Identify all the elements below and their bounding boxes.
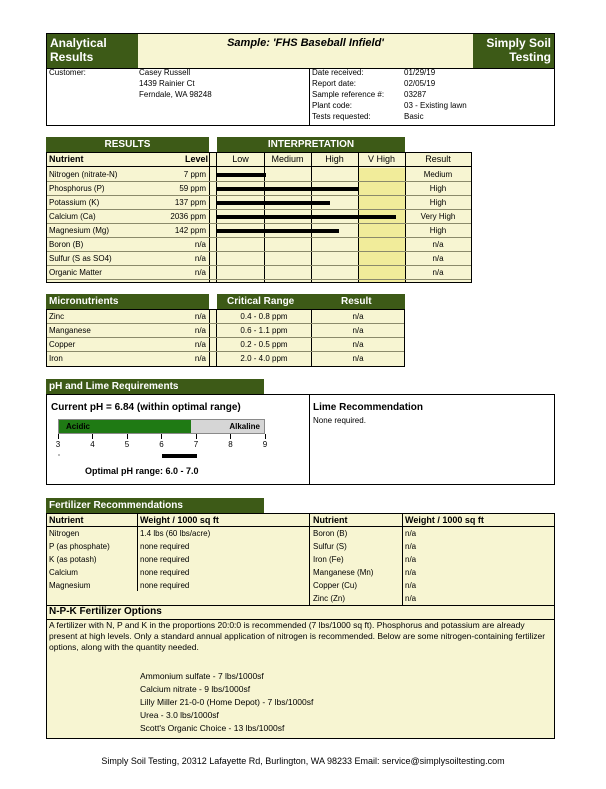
nutrient-level: 137 ppm xyxy=(174,198,206,207)
ph-tick-label: 7 xyxy=(193,440,199,449)
fert-nutrient: Zinc (Zn) xyxy=(313,594,345,603)
optimal-ph-range: Optimal pH range: 6.0 - 7.0 xyxy=(85,466,199,476)
nutrient-level: n/a xyxy=(194,240,206,249)
fert-left-row xyxy=(47,553,309,566)
ph-tick xyxy=(127,434,128,439)
ph-divider xyxy=(309,395,310,484)
fert-nutrient: Boron (B) xyxy=(313,529,348,538)
nutrient-result: n/a xyxy=(432,240,444,249)
micro-result: n/a xyxy=(352,354,364,363)
fertilizer-option: Lilly Miller 21-0-0 (Home Depot) - 7 lbs/1000sf xyxy=(140,697,314,707)
info-divider xyxy=(309,68,310,125)
lime-title: Lime Recommendation xyxy=(313,402,424,413)
micro-range: 0.4 - 0.8 ppm xyxy=(240,312,288,321)
fertilizer-option: Scott's Organic Choice - 13 lbs/1000sf xyxy=(140,723,285,733)
micro-name: Iron xyxy=(49,354,63,363)
nutrient-result: Very High xyxy=(420,212,456,221)
fert-weight: none required xyxy=(140,581,190,590)
fert-weight: n/a xyxy=(405,568,417,577)
interpretation-title: INTERPRETATION xyxy=(217,137,405,152)
micro-name: Zinc xyxy=(49,312,65,321)
fert-left-row xyxy=(47,527,309,540)
col-nutrient-header: Nutrient xyxy=(49,154,84,164)
report-field-list xyxy=(312,68,552,123)
ph-small-mark xyxy=(58,454,60,456)
col-high-header: High xyxy=(325,154,344,164)
customer-label: Customer: xyxy=(49,68,86,77)
nutrient-name: Phosphorus (P) xyxy=(49,184,105,193)
ph-tick-label: 5 xyxy=(124,440,130,449)
report-field-value: 03 - Existing lawn xyxy=(404,101,467,110)
fert-col-nutrient-right: Nutrient xyxy=(313,515,348,525)
ph-tick xyxy=(265,434,266,439)
report-field-label: Date received: xyxy=(312,68,364,77)
fert-right-row xyxy=(310,540,554,553)
report-field-label: Tests requested: xyxy=(312,112,371,121)
fertilizer-box xyxy=(46,513,555,739)
fertilizer-title: Fertilizer Recommendations xyxy=(46,498,264,513)
ph-tick-label: 3 xyxy=(55,440,61,449)
col-level-header: Level xyxy=(184,154,208,164)
micro-result-label: Result xyxy=(341,296,372,307)
fert-right-row xyxy=(310,592,554,605)
micro-row xyxy=(47,352,404,366)
fert-weight: 1.4 lbs (60 lbs/acre) xyxy=(140,529,211,538)
fert-nutrient: Copper (Cu) xyxy=(313,581,358,590)
report-field-label: Plant code: xyxy=(312,101,353,110)
ph-tick xyxy=(196,434,197,439)
fert-nutrient: Magnesium xyxy=(49,581,91,590)
ph-tick xyxy=(230,434,231,439)
results-row xyxy=(47,168,471,182)
col-medium-header: Medium xyxy=(271,154,304,164)
ph-scale-bar xyxy=(58,419,265,434)
nutrient-name: Potassium (K) xyxy=(49,198,100,207)
nutrient-level: 59 ppm xyxy=(179,184,206,193)
nutrient-level: 7 ppm xyxy=(183,170,206,179)
level-bar xyxy=(217,229,339,233)
col-low-header: Low xyxy=(232,154,249,164)
micronutrients-title: Micronutrients xyxy=(46,294,209,309)
fert-nutrient: P (as phosphate) xyxy=(49,542,110,551)
micro-row xyxy=(47,338,404,352)
header-right-block xyxy=(473,34,554,68)
customer-info xyxy=(46,68,555,126)
ph-tick xyxy=(58,434,59,439)
fert-weight: n/a xyxy=(405,581,417,590)
results-row xyxy=(47,196,471,210)
ph-alkaline-label: Alkaline xyxy=(229,422,260,431)
ph-tick-label: 4 xyxy=(90,440,95,449)
nutrient-result: High xyxy=(429,226,447,235)
nutrient-level: 2036 ppm xyxy=(170,212,206,221)
fert-weight: none required xyxy=(140,542,190,551)
customer-address-1: 1439 Rainier Ct xyxy=(139,79,195,88)
micro-range: 0.6 - 1.1 ppm xyxy=(240,326,288,335)
fert-weight: none required xyxy=(140,555,190,564)
level-bar xyxy=(217,215,396,219)
fertilizer-option: Urea - 3.0 lbs/1000sf xyxy=(140,710,219,720)
results-header-row xyxy=(47,153,471,167)
micro-level: n/a xyxy=(194,354,206,363)
level-bar xyxy=(217,201,330,205)
fert-nutrient: Nitrogen xyxy=(49,529,80,538)
nutrient-result: n/a xyxy=(432,254,444,263)
micro-row xyxy=(47,310,404,324)
results-row xyxy=(47,266,471,280)
micro-name: Manganese xyxy=(49,326,91,335)
results-title: RESULTS xyxy=(46,137,209,152)
results-row xyxy=(47,224,471,238)
fertilizer-option: Ammonium sulfate - 7 lbs/1000sf xyxy=(140,671,264,681)
report-field xyxy=(312,101,552,112)
nutrient-result: Medium xyxy=(423,170,453,179)
report-field xyxy=(312,112,552,123)
header-sample-block xyxy=(138,34,473,68)
fert-weight: n/a xyxy=(405,555,417,564)
micro-row xyxy=(47,324,404,338)
fert-col-nutrient-left: Nutrient xyxy=(49,515,84,525)
micro-result: n/a xyxy=(352,340,364,349)
micro-range: 0.2 - 0.5 ppm xyxy=(240,340,288,349)
nutrient-result: High xyxy=(429,198,447,207)
fert-col-weight-left: Weight / 1000 sq ft xyxy=(140,515,219,525)
micro-result: n/a xyxy=(352,326,364,335)
sample-title: Sample: 'FHS Baseball Infield' xyxy=(227,37,384,49)
footer: Simply Soil Testing, 20312 Lafayette Rd, Burlington, WA 98233 Email: service@simplysoiltesting.com xyxy=(101,756,505,766)
nutrient-name: Boron (B) xyxy=(49,240,84,249)
micronutrients-table xyxy=(46,309,405,367)
ph-box xyxy=(46,394,555,485)
ph-acidic-label: Acidic xyxy=(66,422,91,431)
brand-line2: Testing xyxy=(509,50,551,64)
fert-nutrient: Manganese (Mn) xyxy=(313,568,374,577)
fert-right-row xyxy=(310,553,554,566)
fert-right-row xyxy=(310,527,554,540)
report-field-label: Sample reference #: xyxy=(312,90,385,99)
critical-range-title xyxy=(217,294,405,309)
results-table xyxy=(46,152,472,283)
lime-text: None required. xyxy=(313,416,366,425)
fert-nutrient: Iron (Fe) xyxy=(313,555,344,564)
fert-nutrient: K (as potash) xyxy=(49,555,97,564)
col-result-header: Result xyxy=(425,154,451,164)
header-title-line1: Analytical xyxy=(50,36,107,50)
report-field xyxy=(312,90,552,101)
nutrient-name: Calcium (Ca) xyxy=(49,212,96,221)
fert-nutrient: Calcium xyxy=(49,568,78,577)
results-row xyxy=(47,238,471,252)
ph-tick-label: 9 xyxy=(262,440,268,449)
micro-level: n/a xyxy=(194,340,206,349)
nutrient-level: 142 ppm xyxy=(174,226,206,235)
report-field-value: 02/05/19 xyxy=(404,79,436,88)
micro-range: 2.0 - 4.0 ppm xyxy=(240,354,288,363)
results-row xyxy=(47,182,471,196)
nutrient-name: Organic Matter xyxy=(49,268,102,277)
report-field xyxy=(312,79,552,90)
results-row xyxy=(47,210,471,224)
optimal-range-bar xyxy=(162,454,197,458)
fert-left-row xyxy=(47,540,309,553)
fertilizer-option: Calcium nitrate - 9 lbs/1000sf xyxy=(140,684,251,694)
report-field xyxy=(312,68,552,79)
nutrient-level: n/a xyxy=(194,268,206,277)
header-left-block xyxy=(47,34,138,68)
micro-name: Copper xyxy=(49,340,76,349)
customer-name: Casey Russell xyxy=(139,68,191,77)
npk-title: N-P-K Fertilizer Options xyxy=(49,606,162,617)
fert-right-row xyxy=(310,566,554,579)
critical-range-label: Critical Range xyxy=(227,296,295,307)
nutrient-result: High xyxy=(429,184,447,193)
level-bar xyxy=(217,173,266,177)
col-vhigh-header: V High xyxy=(367,154,395,164)
level-bar xyxy=(217,187,358,191)
fert-left-row xyxy=(47,579,309,592)
fert-weight: n/a xyxy=(405,529,417,538)
fert-weight: none required xyxy=(140,568,190,577)
header-title-line2: Results xyxy=(50,50,94,64)
fert-left-row xyxy=(47,566,309,579)
ph-tick-label: 8 xyxy=(228,440,233,449)
fert-right-row xyxy=(310,579,554,592)
current-ph: Current pH = 6.84 (within optimal range) xyxy=(51,402,241,413)
micro-level: n/a xyxy=(194,312,206,321)
report-field-value: 03287 xyxy=(404,90,427,99)
report-field-value: 01/29/19 xyxy=(404,68,436,77)
customer-address-2: Ferndale, WA 98248 xyxy=(139,90,212,99)
ph-tick xyxy=(92,434,93,439)
fert-weight: n/a xyxy=(405,594,417,603)
nutrient-name: Magnesium (Mg) xyxy=(49,226,110,235)
micro-result: n/a xyxy=(352,312,364,321)
micro-level: n/a xyxy=(194,326,206,335)
ph-tick xyxy=(161,434,162,439)
nutrient-name: Nitrogen (nitrate-N) xyxy=(49,170,118,179)
fert-nutrient: Sulfur (S) xyxy=(313,542,347,551)
report-header xyxy=(46,33,555,69)
npk-text: A fertilizer with N, P and K in the proportions 20:0:0 is recommended (7 lbs/1000 sq ft). Phosphorus and potassium are already present at high levels. Only a standard annual application of nitrogen is recommended. Below are some nitrogen-containing fertilizer options, along with the quantity needed. xyxy=(49,620,546,652)
report-field-value: Basic xyxy=(404,112,424,121)
fert-col-weight-right: Weight / 1000 sq ft xyxy=(405,515,484,525)
fert-weight: n/a xyxy=(405,542,417,551)
ph-title: pH and Lime Requirements xyxy=(46,379,264,394)
ph-tick-label: 6 xyxy=(159,440,164,449)
brand-line1: Simply Soil xyxy=(486,36,551,50)
nutrient-name: Sulfur (S as SO4) xyxy=(49,254,112,263)
report-field-label: Report date: xyxy=(312,79,357,88)
nutrient-result: n/a xyxy=(432,268,444,277)
results-row xyxy=(47,252,471,266)
nutrient-level: n/a xyxy=(194,254,206,263)
fertilizer-options xyxy=(140,670,313,735)
